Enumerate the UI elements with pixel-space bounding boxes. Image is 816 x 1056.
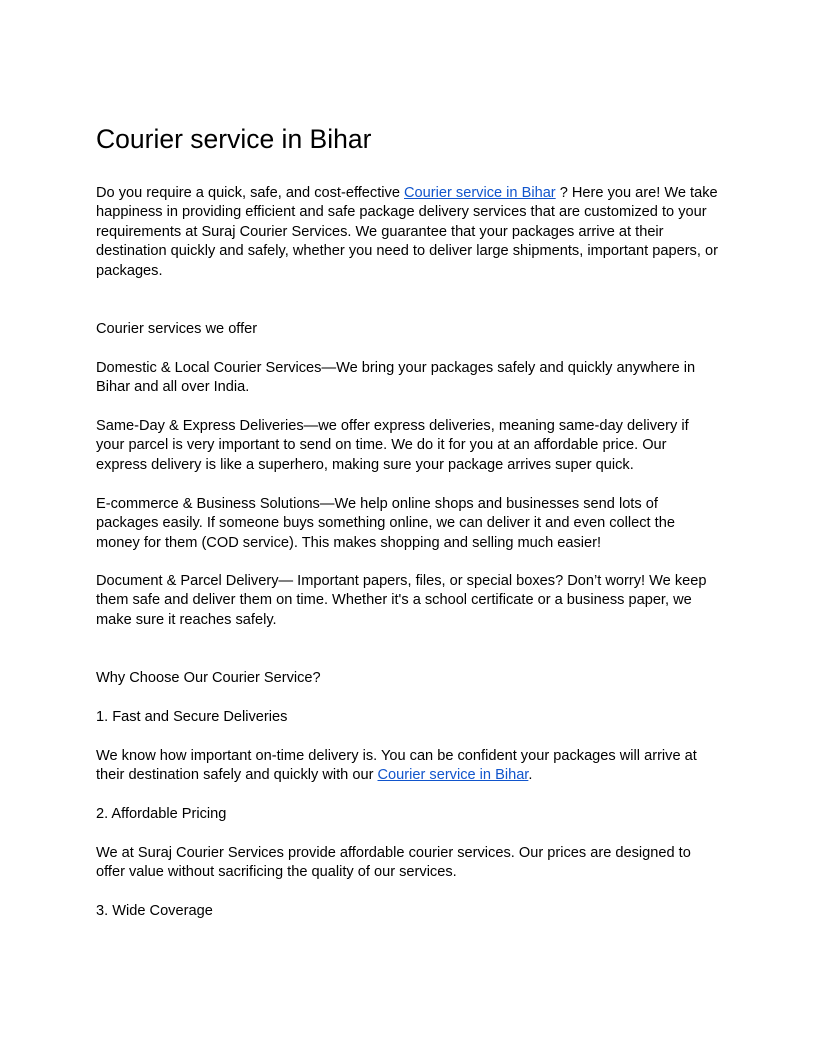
service-item-domestic: Domestic & Local Courier Services—We bring your packages safely and quickly anywhere in Bihar and all over India. xyxy=(96,360,696,396)
reason-text-affordable: We at Suraj Courier Services provide affordable courier services. Our prices are designed to offer value without sacrificing the quality of our services. xyxy=(96,845,691,881)
reason-courier-link[interactable]: Courier service in Bihar xyxy=(377,767,529,784)
services-heading: Courier services we offer xyxy=(96,321,258,337)
service-item-same-day: Same-Day & Express Deliveries—we offer express deliveries, meaning same-day delivery if your parcel is very important to send on time. We do it for you at an affordable price. Our express delivery is like a superhero, making sure your package arrives super quick. xyxy=(96,418,689,473)
why-heading: Why Choose Our Courier Service? xyxy=(96,670,321,686)
reason-text-after-link: . xyxy=(528,767,533,784)
page-title: Courier service in Bihar xyxy=(96,124,372,154)
reason-heading-affordable: 2. Affordable Pricing xyxy=(96,806,227,822)
reason-text-before-link: We know how important on-time delivery is. You can be confident your packages will arrive at their destination safely and quickly with our xyxy=(96,748,697,784)
reason-text-fast-secure xyxy=(96,747,720,786)
intro-courier-link[interactable]: Courier service in Bihar xyxy=(404,185,556,201)
service-item-document-parcel: Document & Parcel Delivery— Important papers, files, or special boxes? Don’t worry! We keep them safe and deliver them on time. Whether it's a school certificate or a business paper, we make sure it reaches safely. xyxy=(96,573,707,628)
intro-paragraph xyxy=(96,184,720,281)
service-item-ecommerce: E-commerce & Business Solutions—We help online shops and businesses send lots of packages easily. If someone buys something online, we can deliver it and even collect the money for them (COD service). This makes shopping and selling much easier! xyxy=(96,496,675,551)
reason-heading-wide-coverage: 3. Wide Coverage xyxy=(96,903,213,919)
reason-heading-fast-secure: 1. Fast and Secure Deliveries xyxy=(96,709,288,725)
intro-text-after-link: ? Here you are! We take happiness in providing efficient and safe package delivery services that are customized to your requirements at Suraj Courier Services. We guarantee that your packages arrive at their destination quickly and safely, whether you need to deliver large shipments, important papers, or packages. xyxy=(96,185,718,279)
intro-text-before-link: Do you require a quick, safe, and cost-effective xyxy=(96,185,404,201)
